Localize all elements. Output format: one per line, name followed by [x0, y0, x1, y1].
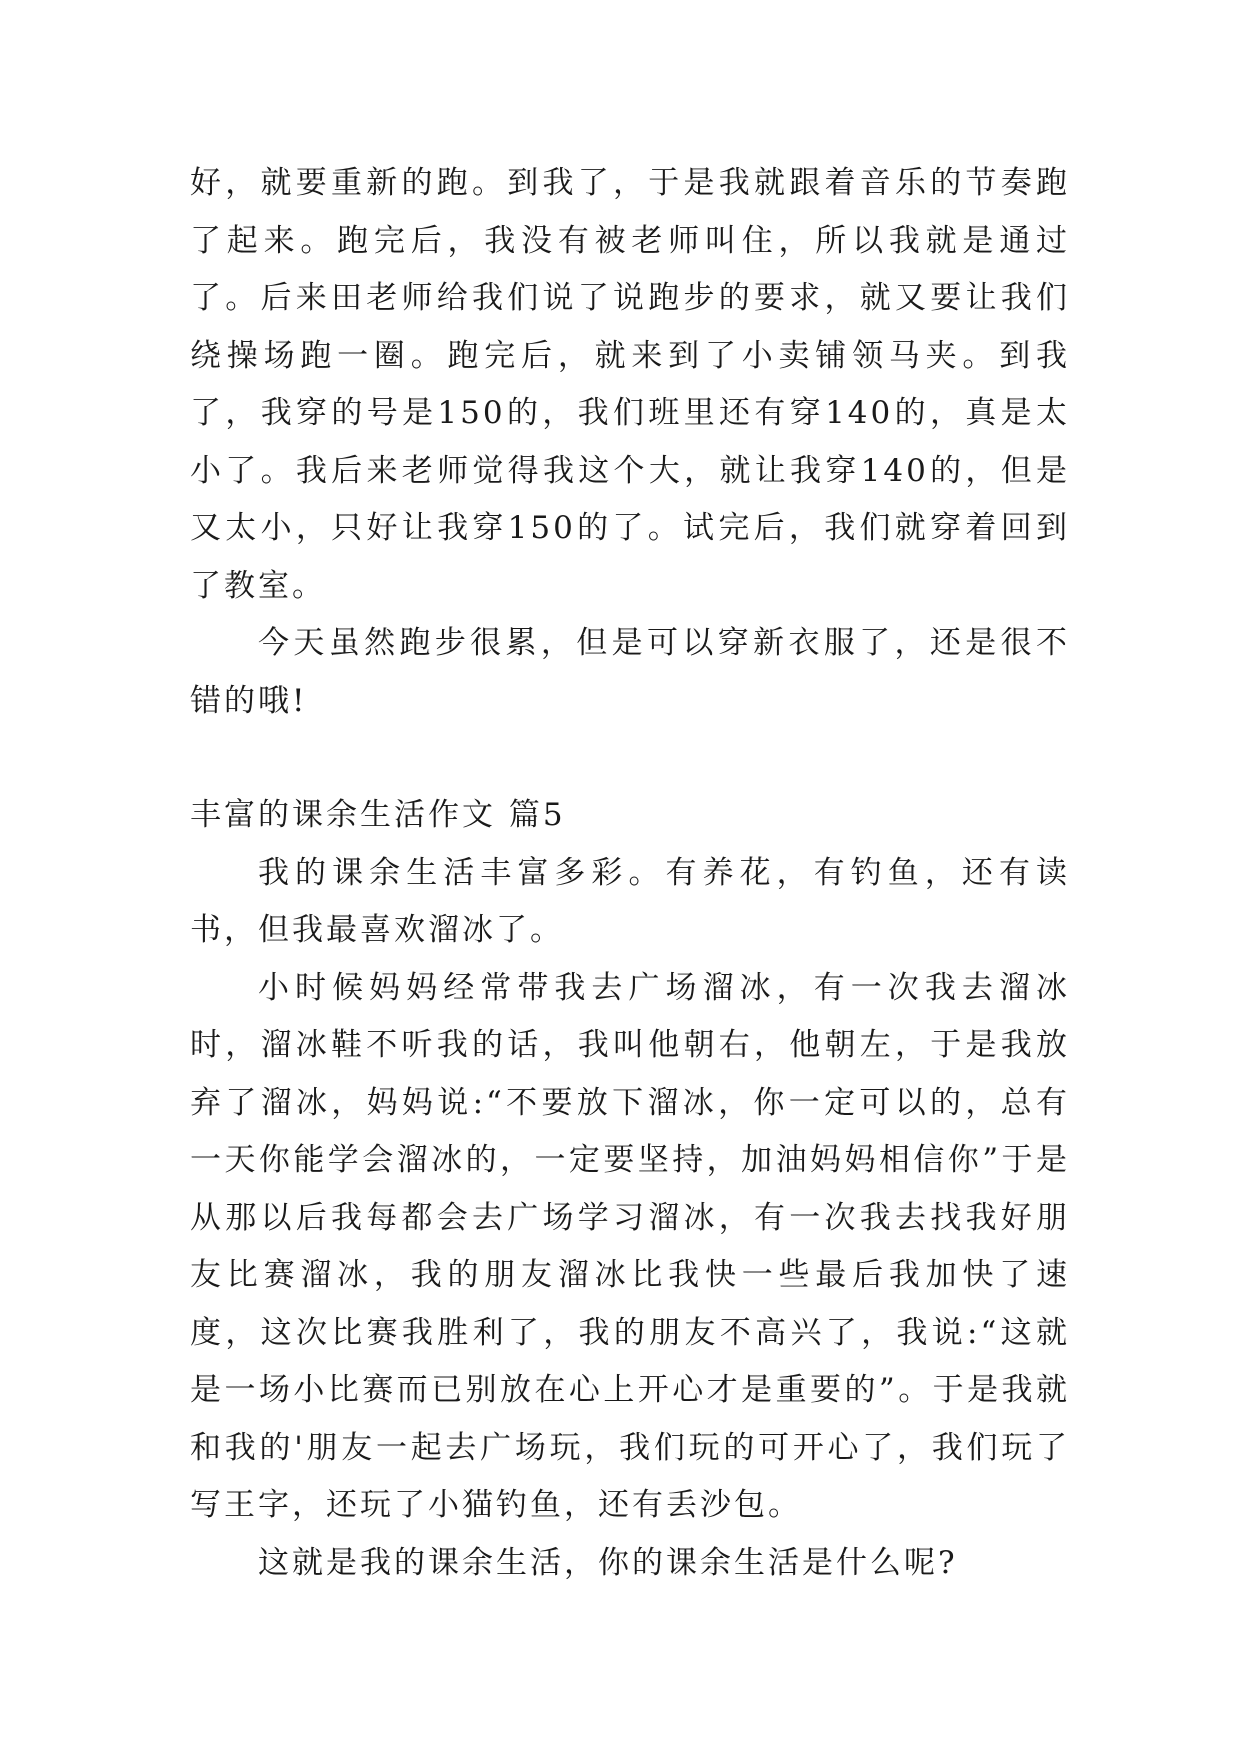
- paragraph-conclusion: 今天虽然跑步很累，但是可以穿新衣服了，还是很不错的哦!: [190, 625, 1070, 719]
- paragraph-continued: 好，就要重新的跑。到我了，于是我就跟着音乐的节奏跑了起来。跑完后，我没有被老师叫住，所以我就是通过了。后来田老师给我们说了说跑步的要求，就又要让我们绕操场跑一圈。跑完后，就来到了小卖铺领马夹。到我了，我穿的号是150的，我们班里还有穿140的，真是太小了。我后来老师觉得我这个大，就让我穿140的，但是又太小，只好让我穿150的了。试完后，我们就穿着回到了教室。: [190, 165, 1070, 604]
- paragraph-intro: 我的课余生活丰富多彩。有养花，有钓鱼，还有读书，但我最喜欢溜冰了。: [190, 854, 1070, 948]
- section-spacer: [190, 730, 1070, 787]
- paragraph-story: 小时候妈妈经常带我去广场溜冰，有一次我去溜冰时，溜冰鞋不听我的话，我叫他朝右，他朝左，于是我放弃了溜冰，妈妈说:“不要放下溜冰，你一定可以的，总有一天你能学会溜冰的，一定要坚持，加油妈妈相信你”于是从那以后我每都会去广场学习溜冰，有一次我去找我好朋友比赛溜冰，我的朋友溜冰比我快一些最后我加快了速度，这次比赛我胜利了，我的朋友不高兴了，我说:“这就是一场小比赛而已别放在心上开心才是重要的”。于是我就和我的'朋友一起去广场玩，我们玩的可开心了，我们玩了写王字，还玩了小猫钓鱼，还有丢沙包。: [190, 969, 1070, 1523]
- section-heading: 丰富的课余生活作文 篇5: [190, 797, 566, 833]
- document-page: [190, 155, 1070, 1592]
- paragraph-ending: 这就是我的课余生活，你的课余生活是什么呢?: [258, 1544, 958, 1581]
